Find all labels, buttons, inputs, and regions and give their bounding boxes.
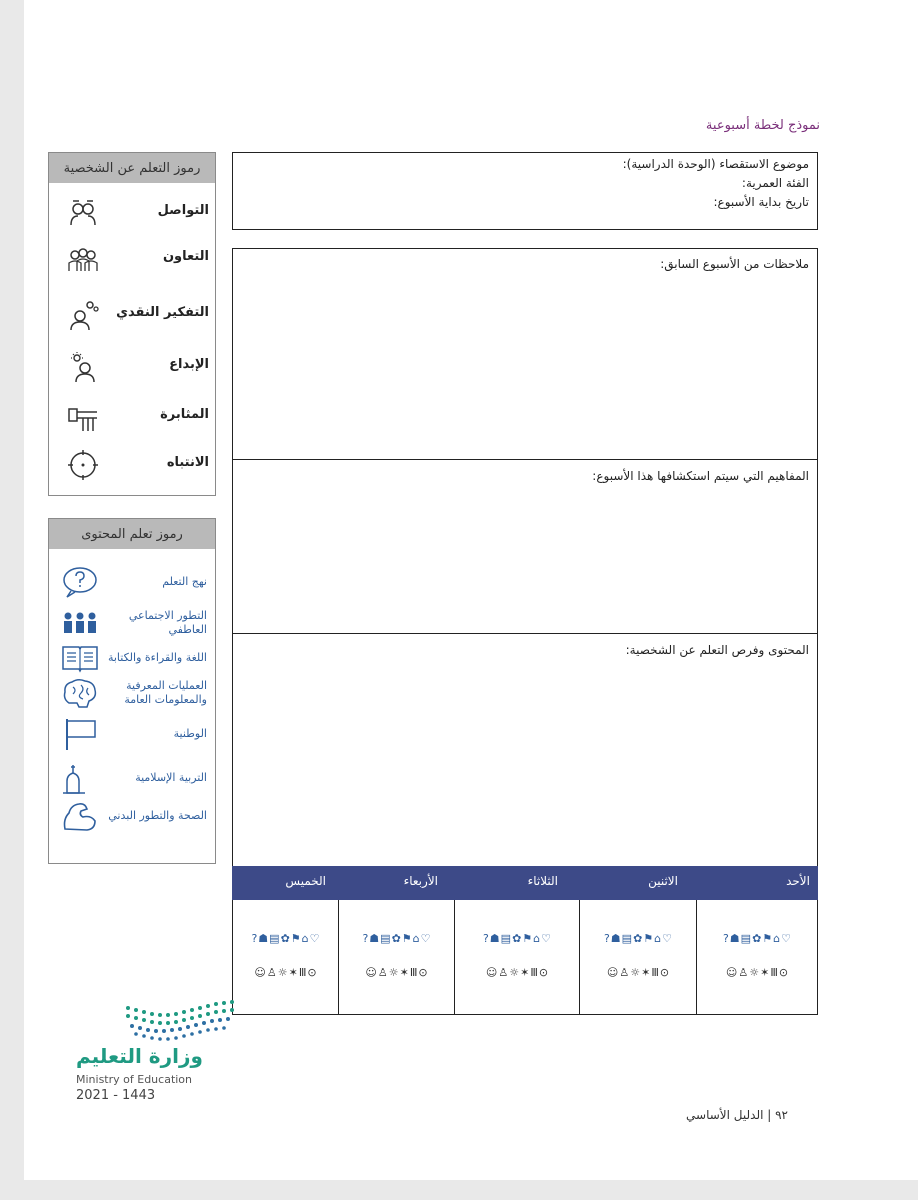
personality-item-label: التعاون xyxy=(162,249,209,264)
personality-icons-row xyxy=(237,966,334,979)
critical-thinking-icon: ☼ xyxy=(749,966,760,979)
language-literacy-icon: ▤ xyxy=(621,932,633,945)
content-item xyxy=(49,639,215,679)
perseverance-icon: Ⅲ xyxy=(770,966,778,979)
learning-approach-icon: ? xyxy=(722,932,729,945)
content-icons-row xyxy=(459,932,575,945)
cognitive-icon: ✿ xyxy=(391,932,401,945)
social-emotional-icon xyxy=(61,607,99,641)
content-item-label: التربية الإسلامية xyxy=(135,771,207,784)
national-flag-icon: ⚑ xyxy=(762,932,773,945)
critical-thinking-icon xyxy=(67,299,99,331)
personality-item-label: المثابرة xyxy=(160,407,209,422)
islamic-education-icon: ⌂ xyxy=(533,932,541,945)
content-item-label: الصحة والتطور البدني xyxy=(108,809,207,822)
personality-icons-row xyxy=(701,966,813,979)
critical-thinking-icon: ☼ xyxy=(277,966,288,979)
perseverance-icon: Ⅲ xyxy=(409,966,418,979)
ministry-name-english: Ministry of Education xyxy=(76,1073,193,1086)
national-flag-icon xyxy=(61,717,99,751)
content-item xyxy=(49,675,215,715)
attention-icon: ⊙ xyxy=(418,966,428,979)
islamic-education-icon xyxy=(61,761,99,795)
personality-item xyxy=(49,397,215,437)
attention-icon: ⊙ xyxy=(538,966,549,979)
physical-health-icon: ♡ xyxy=(781,932,792,945)
islamic-education-icon: ⌂ xyxy=(773,932,781,945)
content-opportunities-section xyxy=(233,635,817,865)
social-emotional-icon: ☗ xyxy=(610,932,621,945)
personality-item xyxy=(49,295,215,335)
language-literacy-icon: ▤ xyxy=(500,932,512,945)
attention-icon: ⊙ xyxy=(307,966,317,979)
perseverance-icon: Ⅲ xyxy=(298,966,307,979)
content-item xyxy=(49,759,215,799)
content-icons-row xyxy=(343,932,450,945)
content-item xyxy=(49,563,215,603)
content-item-label: التطور الاجتماعي العاطفي xyxy=(128,609,207,636)
personality-icons-row xyxy=(343,966,450,979)
personality-item xyxy=(49,239,215,279)
attention-icon: ⊙ xyxy=(778,966,789,979)
physical-health-icon: ♡ xyxy=(420,932,431,945)
cognitive-icon xyxy=(61,677,99,711)
days-header xyxy=(232,866,818,900)
creativity-icon: ✶ xyxy=(399,966,409,979)
content-box-header: رموز تعلم المحتوى xyxy=(49,519,215,549)
content-icons-row xyxy=(701,932,813,945)
perseverance-icon: Ⅲ xyxy=(530,966,538,979)
previous-week-notes-section xyxy=(233,249,817,460)
perseverance-icon xyxy=(67,401,99,433)
social-emotional-icon: ☗ xyxy=(369,932,380,945)
day-label-tuesday: الثلاثاء xyxy=(527,874,558,888)
personality-item-label: الانتباه xyxy=(166,455,209,470)
cooperation-icon: ♙ xyxy=(738,966,749,979)
physical-health-icon: ♡ xyxy=(309,932,320,945)
concepts-section xyxy=(233,461,817,634)
learning-approach-icon: ? xyxy=(482,932,489,945)
physical-health-icon xyxy=(61,799,99,833)
cognitive-icon: ✿ xyxy=(752,932,762,945)
learning-approach-icon: ? xyxy=(362,932,369,945)
language-literacy-icon: ▤ xyxy=(740,932,752,945)
personality-item-label: التفكير النقدي xyxy=(116,305,209,320)
ministry-logo-dots xyxy=(74,1000,244,1050)
communication-icon: ☺ xyxy=(365,966,377,979)
personality-item-label: التواصل xyxy=(157,203,209,218)
cooperation-icon: ♙ xyxy=(377,966,388,979)
critical-thinking-icon: ☼ xyxy=(388,966,399,979)
physical-health-icon: ♡ xyxy=(541,932,552,945)
day-label-wednesday: الأربعاء xyxy=(403,874,438,888)
cognitive-icon: ✿ xyxy=(512,932,522,945)
page-title: نموذج لخطة أسبوعية xyxy=(705,118,820,133)
creativity-icon: ✶ xyxy=(288,966,298,979)
ministry-year: 2021 - 1443 xyxy=(76,1088,156,1103)
content-item-label: العمليات المعرفية والمعلومات العامة xyxy=(124,679,207,706)
islamic-education-icon: ⌂ xyxy=(301,932,309,945)
communication-icon: ☺ xyxy=(254,966,266,979)
topic-label: موضوع الاستقصاء (الوحدة الدراسية): xyxy=(622,157,809,171)
islamic-education-icon: ⌂ xyxy=(412,932,420,945)
physical-health-icon: ♡ xyxy=(662,932,673,945)
ministry-name-arabic: وزارة التعليم xyxy=(76,1044,203,1068)
wednesday-cell xyxy=(339,900,455,1014)
cognitive-icon: ✿ xyxy=(280,932,290,945)
national-flag-icon: ⚑ xyxy=(290,932,301,945)
creativity-icon: ✶ xyxy=(520,966,530,979)
communication-icon: ☺ xyxy=(606,966,619,979)
communication-icon: ☺ xyxy=(725,966,738,979)
content-opportunities-label: المحتوى وفرص التعلم عن الشخصية: xyxy=(625,643,809,657)
creativity-icon: ✶ xyxy=(641,966,651,979)
creativity-icon xyxy=(67,351,99,383)
day-label-sunday: الأحد xyxy=(786,874,810,888)
personality-item-label: الإبداع xyxy=(169,357,209,372)
sunday-cell xyxy=(697,900,817,1014)
previous-week-notes-label: ملاحظات من الأسبوع السابق: xyxy=(660,257,809,271)
content-item-label: اللغة والقراءة والكتابة xyxy=(107,651,207,664)
social-emotional-icon: ☗ xyxy=(729,932,740,945)
learning-approach-icon: ? xyxy=(603,932,610,945)
cooperation-icon xyxy=(67,243,99,275)
perseverance-icon: Ⅲ xyxy=(651,966,659,979)
cooperation-icon: ♙ xyxy=(266,966,277,979)
cooperation-icon: ♙ xyxy=(619,966,630,979)
content-symbols-box xyxy=(48,518,216,864)
content-item-label: الوطنية xyxy=(173,727,207,740)
social-emotional-icon: ☗ xyxy=(489,932,500,945)
communication-icon: ☺ xyxy=(485,966,498,979)
content-icons-row xyxy=(584,932,692,945)
social-emotional-icon: ☗ xyxy=(258,932,269,945)
days-grid xyxy=(232,900,818,1015)
personality-box-header: رموز التعلم عن الشخصية xyxy=(49,153,215,183)
day-label-monday: الاثنين xyxy=(648,874,678,888)
page-footer: ٩٢ | الدليل الأساسي xyxy=(686,1108,788,1122)
content-item-label: نهج التعلم xyxy=(162,575,207,588)
communication-icon xyxy=(67,197,99,229)
unit-info-box xyxy=(232,152,818,230)
learning-approach-icon: ? xyxy=(251,932,258,945)
creativity-icon: ✶ xyxy=(760,966,770,979)
language-literacy-icon: ▤ xyxy=(269,932,280,945)
day-label-thursday: الخميس xyxy=(285,874,326,888)
personality-icons-row xyxy=(584,966,692,979)
age-group-label: الفئة العمرية: xyxy=(741,176,809,190)
tuesday-cell xyxy=(455,900,580,1014)
thursday-cell xyxy=(233,900,339,1014)
attention-icon: ⊙ xyxy=(659,966,670,979)
personality-item xyxy=(49,445,215,485)
critical-thinking-icon: ☼ xyxy=(630,966,641,979)
week-start-label: تاريخ بداية الأسبوع: xyxy=(713,195,809,209)
national-flag-icon: ⚑ xyxy=(522,932,533,945)
notes-box xyxy=(232,248,818,868)
language-literacy-icon xyxy=(61,641,99,675)
cognitive-icon: ✿ xyxy=(633,932,643,945)
personality-symbols-box xyxy=(48,152,216,496)
cooperation-icon: ♙ xyxy=(498,966,509,979)
language-literacy-icon: ▤ xyxy=(380,932,391,945)
content-icons-row xyxy=(237,932,334,945)
content-item xyxy=(49,715,215,755)
concepts-label: المفاهيم التي سيتم استكشافها هذا الأسبوع: xyxy=(592,469,809,483)
personality-icons-row xyxy=(459,966,575,979)
learning-approach-icon xyxy=(61,565,99,599)
islamic-education-icon: ⌂ xyxy=(654,932,662,945)
national-flag-icon: ⚑ xyxy=(401,932,412,945)
content-item xyxy=(49,797,215,837)
personality-item xyxy=(49,347,215,387)
national-flag-icon: ⚑ xyxy=(643,932,654,945)
monday-cell xyxy=(580,900,697,1014)
attention-icon xyxy=(67,449,99,481)
critical-thinking-icon: ☼ xyxy=(509,966,520,979)
personality-item xyxy=(49,193,215,233)
